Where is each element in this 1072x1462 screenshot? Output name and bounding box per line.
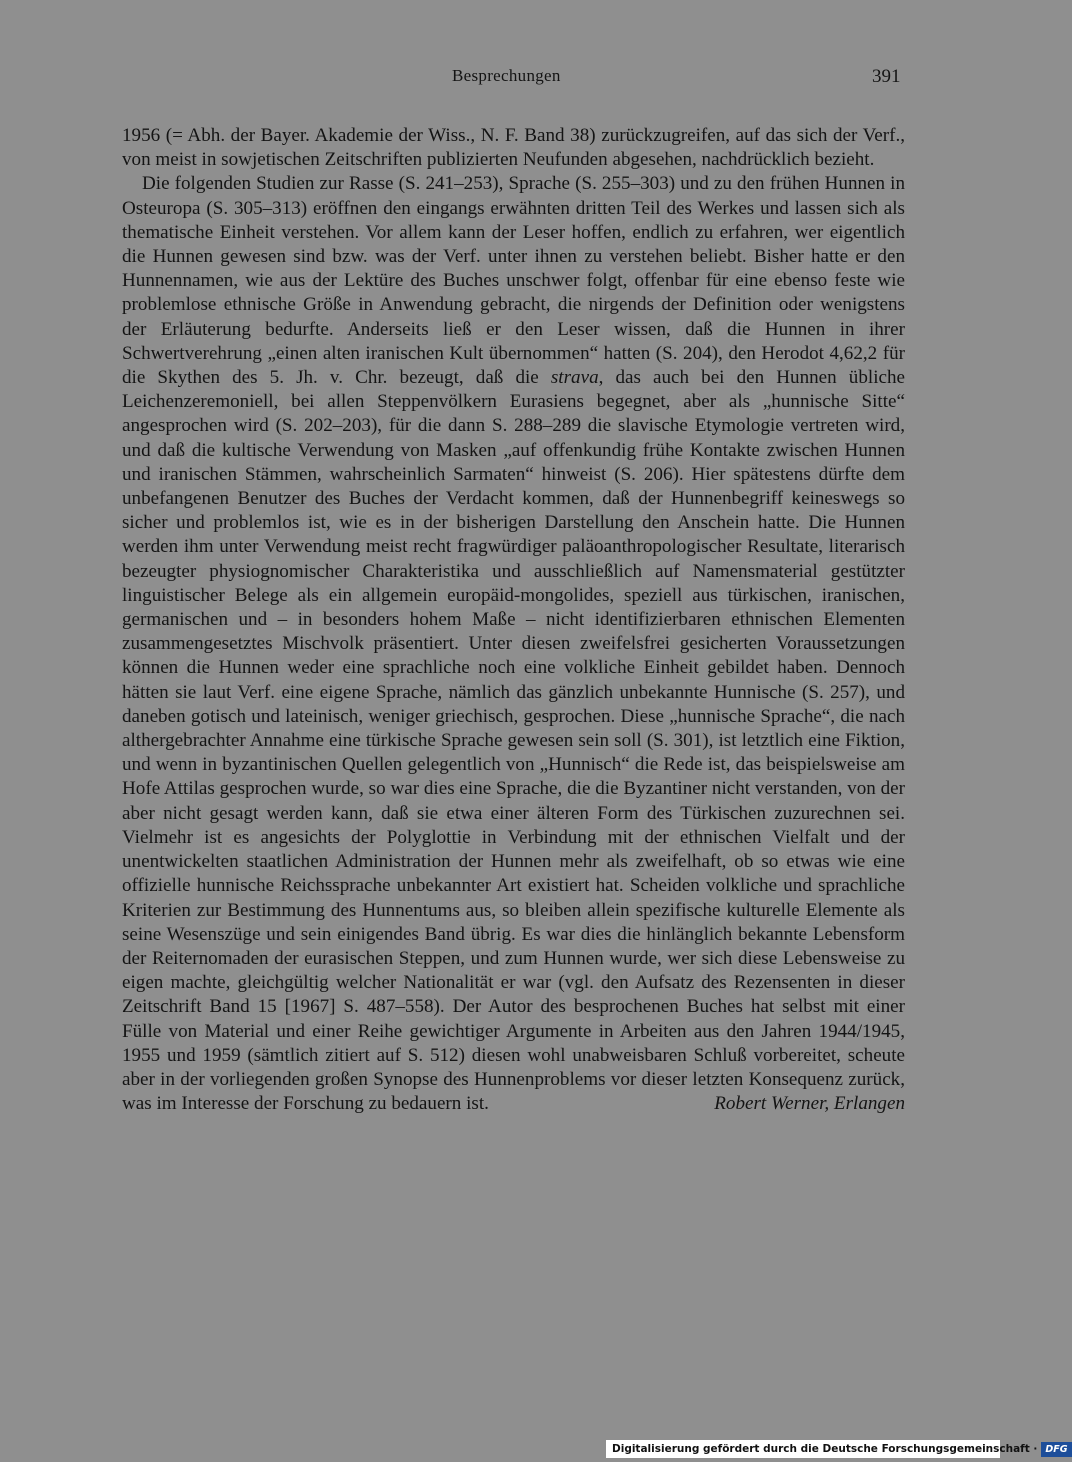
footer-credit-text: Digitalisierung gefördert durch die Deutsche Forschungsgemeinschaft · <box>612 1443 1038 1455</box>
paragraph-main-text: Die folgenden Studien zur Rasse (S. 241–253), Sprache (S. 255–303) und zu den frühen Hunnen in Osteuropa (S. 305–313) eröffnen den eingangs erwähnten dritten Teil des Werkes und lassen sich als thematische Einheit verstehen. Vor allem kann der Leser hoffen, endlich zu erfahren, wer eigentlich die Hunnen gewesen sind bzw. was der Verf. unter ihnen zu verstehen beliebt. Bisher hatte er den Hunnennamen, wie aus der Lektüre des Buches unschwer folgt, offenbar für eine ebenso feste wie problemlose ethnische Größe in Anwendung gebracht, die nirgends der Definition oder wenigstens der Erläuterung bedurfte. Anderseits ließ er den Leser wissen, daß die Hunnen in ihrer Schwertverehrung „einen alten iranischen Kult übernommen“ hatten (S. 204), den Herodot 4,62,2 für die Skythen des 5. Jh. v. Chr. bezeugt, daß die strava, das auch bei den Hunnen übliche Leichenzeremoniell, bei allen Steppenvölkern Eurasiens begegnet, aber als „hunnische Sitte“ angesprochen wird (S. 202–203), für die dann S. 288–289 die slavische Etymologie vertreten wird, und daß die kultische Verwendung von Masken „auf offenkundig frühe Kontakte zwischen Hunnen und iranischen Stämmen, wahrscheinlich Sarmaten“ hinweist (S. 206). Hier spätestens dürfte dem unbefangenen Benutzer des Buches der Verdacht kommen, daß der Hunnenbegriff keineswegs so sicher und problemlos ist, wie es in der bisherigen Darstellung den Anschein hatte. Die Hunnen werden ihm unter Verwendung meist recht fragwürdiger paläoanthropologischer Resultate, literarisch bezeugter physiognomischer Charakteristika und ausschließlich auf Namensmaterial gestützter linguistischer Belege als ein allgemein europäid-mongolides, speziell aus türkischen, iranischen, germanischen und – in besonders hohem Maße – nicht identifizierbaren ethnischen Elementen zusammengesetztes Mischvolk präsentiert. Unter diesen zweifelsfrei gesicherten Voraussetzungen können die Hunnen weder eine sprachliche noch eine volkliche Einheit gebildet haben. Dennoch hätten sie laut Verf. eine eigene Sprache, nämlich das gänzlich unbekannte Hunnische (S. 257), und daneben gotisch und lateinisch, weniger griechisch, gesprochen. Diese „hunnische Sprache“, die nach althergebrachter Annahme eine türkische Sprache gewesen sein soll (S. 301), ist letztlich eine Fiktion, und wenn in byzantinischen Quellen gelegentlich von „Hunnisch“ die Rede ist, das beispielsweise am Hofe Attilas gesprochen wurde, so war dies eine Sprache, die die Byzantiner nicht verstanden, von der aber nicht gesagt werden kann, daß sie etwa einer älteren Form des Türkischen zuzurechnen sei. Vielmehr ist es angesichts der Polyglottie in Verbindung mit der ethnischen Vielfalt und der unentwickelten staatlichen Administration der Hunnen mehr als zweifelhaft, ob so etwas wie eine offizielle hunnische Reichssprache unbekannter Art existiert hat. Scheiden volkliche und sprachliche Kriterien zur Bestimmung des Hunnentums aus, so bleiben allein spezifische kulturelle Elemente als seine Wesenszüge und sein einigendes Band übrig. Es war dies die hinlänglich bekannte Lebensform der Reiternomaden der eurasischen Steppen, und zum Hunnen wurde, wer sich diese Lebensweise zu eigen machte, gleichgültig welcher Nationalität er war (vgl. den Aufsatz des Rezensenten in dieser Zeitschrift Band 15 [1967] S. 487–558). Der Autor des besprochenen Buches hat selbst mit einer Fülle von Material und einer Reihe gewichtiger Argumente in Arbeiten aus den Jahren 1944/1945, 1955 und 1959 (sämtlich zitiert auf S. 512) diesen wohl unabweisbaren Schluß vorbereitet, scheute aber in der vorliegenden großen Synopse des Hunnenproblems vor dieser letzten Konsequenz zurück, was im Interesse der Forschung zu bedauern ist. <box>122 173 905 1115</box>
dfg-logo-icon: DFG <box>1041 1442 1071 1457</box>
article-body <box>122 124 905 1116</box>
page-number: 391 <box>872 66 901 87</box>
paragraph-continuation: 1956 (= Abh. der Bayer. Akademie der Wiss., N. F. Band 38) zurückzugreifen, auf das sich der Verf., von meist in sowjetischen Zeitschriften publizierten Neufunden abgesehen, nachdrücklich bezieht. <box>122 125 905 171</box>
italic-term: strava <box>550 367 599 389</box>
running-head: Besprechungen <box>452 66 561 85</box>
paragraph-main <box>122 172 905 1116</box>
digitization-footer <box>606 1440 1068 1458</box>
reviewer-signature: Robert Werner, Erlangen <box>714 1093 905 1115</box>
